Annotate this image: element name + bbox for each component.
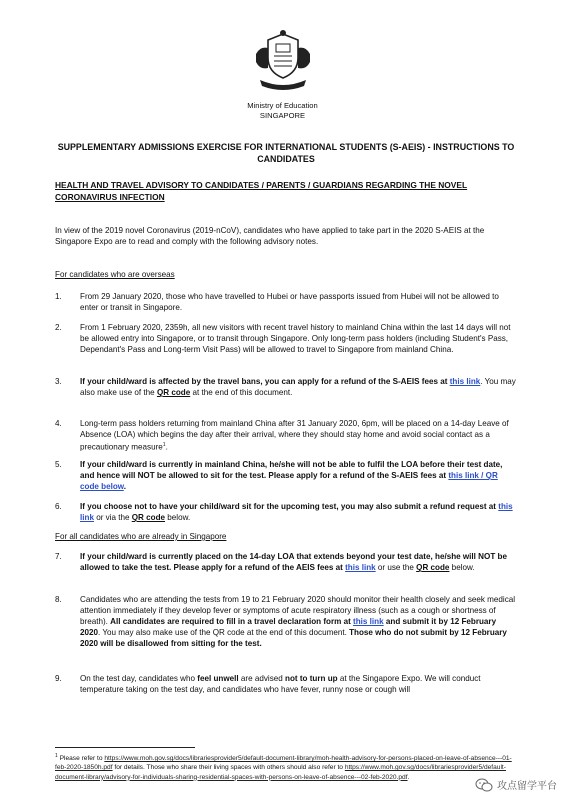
section-heading-singapore: For all candidates who are already in Singapore xyxy=(55,532,227,541)
qr-code-reference: QR code xyxy=(131,513,166,523)
country-label: SINGAPORE xyxy=(259,110,306,120)
travel-declaration-link[interactable]: this link xyxy=(353,617,384,627)
moe-crest-logo xyxy=(252,28,314,98)
moh-loa-advisory-link[interactable]: https://www.moh.gov.sg/docs/librariesprovider5/default-document-library/moh-health-advisory-for-persons-placed-on-leave-of-absence---01-feb-2020-1850h.pdf xyxy=(55,755,512,772)
refund-link[interactable]: this link xyxy=(449,377,481,386)
section-heading-overseas: For candidates who are overseas xyxy=(55,270,175,279)
refund-request-link[interactable]: this link xyxy=(80,502,513,523)
list-item-3: 3. If your child/ward is affected by the travel bans, you can apply for a refund of the S-AEIS fees at this link. You may also make use of the QR code at the end of this document. xyxy=(55,377,516,398)
ministry-label: Ministry of Education xyxy=(247,101,318,110)
list-item-6: 6. If you choose not to have your child/ward sit for the upcoming test, you may also submit a refund request at this link or via the QR code below. xyxy=(55,502,513,523)
list-item-9: 9. On the test day, candidates who feel unwell are advised not to turn up at the Singapore Expo. We will conduct temperature taking on the test day, and candidates who have fever, runny nose or cough will xyxy=(55,674,481,695)
qr-code-reference: QR code xyxy=(156,388,191,398)
list-item-5: 5. If your child/ward is currently in mainland China, he/she will not be able to fulfil the LOA before their test date, and hence will NOT be allowed to sit for the test. Please apply for a refund of the S-AEIS fees at this link / QR code below. xyxy=(55,460,503,492)
list-item-4: 4. Long-term pass holders returning from mainland China after 31 January 2020, 6pm, will be placed on a 14-day Leave of Absence (LOA) which begins the day after their arrival, where they should stay home and avoid social contact as a precautionary measure$^1$. xyxy=(55,419,509,452)
page-title: SUPPLEMENTARY ADMISSIONS EXERCISE FOR INTERNATIONAL STUDENTS (S-AEIS) - INSTRUCTIONS TO CANDIDATES xyxy=(57,142,515,164)
wechat-icon xyxy=(475,778,493,792)
watermark xyxy=(475,777,557,792)
footnote-divider xyxy=(55,747,195,748)
list-item-7: 7. If your child/ward is currently placed on the 14-day LOA that extends beyond your test date, he/she will NOT be allowed to take the test. Please apply for a refund of the AEIS fees at this link or use the QR code below. xyxy=(55,552,507,573)
watermark-text: 攻点留学平台 xyxy=(497,781,557,792)
qr-code-reference: QR code xyxy=(416,563,450,573)
footnote: $^1$ Please refer to https://www.moh.gov.sg/docs/librariesprovider5/default-document-library/moh-health-advisory-for-persons-placed-on-leave-of-absence---01-feb-2020-1850h.pdf for details. Those who share their living spaces with others should also refer to https://www.moh.gov.sg/docs/librariesprovider5/default-document-library/advisory-for-individuals-sharing-residential-spaces-with-persons-on-leave-of-absence---02-feb-2020.pdf. xyxy=(55,753,512,781)
list-item-8: 8. Candidates who are attending the tests from 19 to 21 February 2020 should monitor their health closely and seek medical attention immediately if they develop fever or symptoms of acute respiratory illness (such as a cough or shortness of breath). All candidates are required to fill in a travel declaration form at this link and submit it by 12 February 2020. You may also make use of the QR code at the end of this document. Those who do not submit by 12 February 2020 will be disallowed from sitting for the test. xyxy=(55,595,516,649)
aeis-refund-link[interactable]: this link xyxy=(345,563,376,573)
footnote-marker[interactable]: 1 xyxy=(162,442,166,449)
refund-link-qr[interactable]: this link / QR code below xyxy=(80,471,498,492)
advisory-subtitle: HEALTH AND TRAVEL ADVISORY TO CANDIDATES / PARENTS / GUARDIANS REGARDING THE NOVEL CORONAVIRUS INFECTION xyxy=(55,180,468,202)
intro-paragraph: In view of the 2019 novel Coronavirus (2019-nCoV), candidates who have applied to take part in the 2020 S-AEIS at the Singapore Expo are to read and comply with the following advisory notes. xyxy=(55,226,485,247)
ministry-name xyxy=(0,101,565,120)
list-item-2: 2. From 1 February 2020, 2359h, all new visitors with recent travel history to mainland China within the last 14 days will not be allowed entry into Singapore, or to transit through Singapore. Only long-term pass holders (including Student's Pass, Dependant's Pass and Long-term Visit Pass) will be allowed to travel to Singapore from mainland China. xyxy=(55,323,511,355)
moh-shared-living-advisory-link[interactable]: https://www.moh.gov.sg/docs/librariesprovider5/default-document-library/advisory-for-individuals-sharing-residential-spaces-with-persons-on-leave-of-absence---02-feb-2020.pdf xyxy=(55,764,506,781)
list-item-1: 1. From 29 January 2020, those who have travelled to Hubei or have passports issued from Hubei will not be allowed to enter or transit in Singapore. xyxy=(55,292,499,313)
